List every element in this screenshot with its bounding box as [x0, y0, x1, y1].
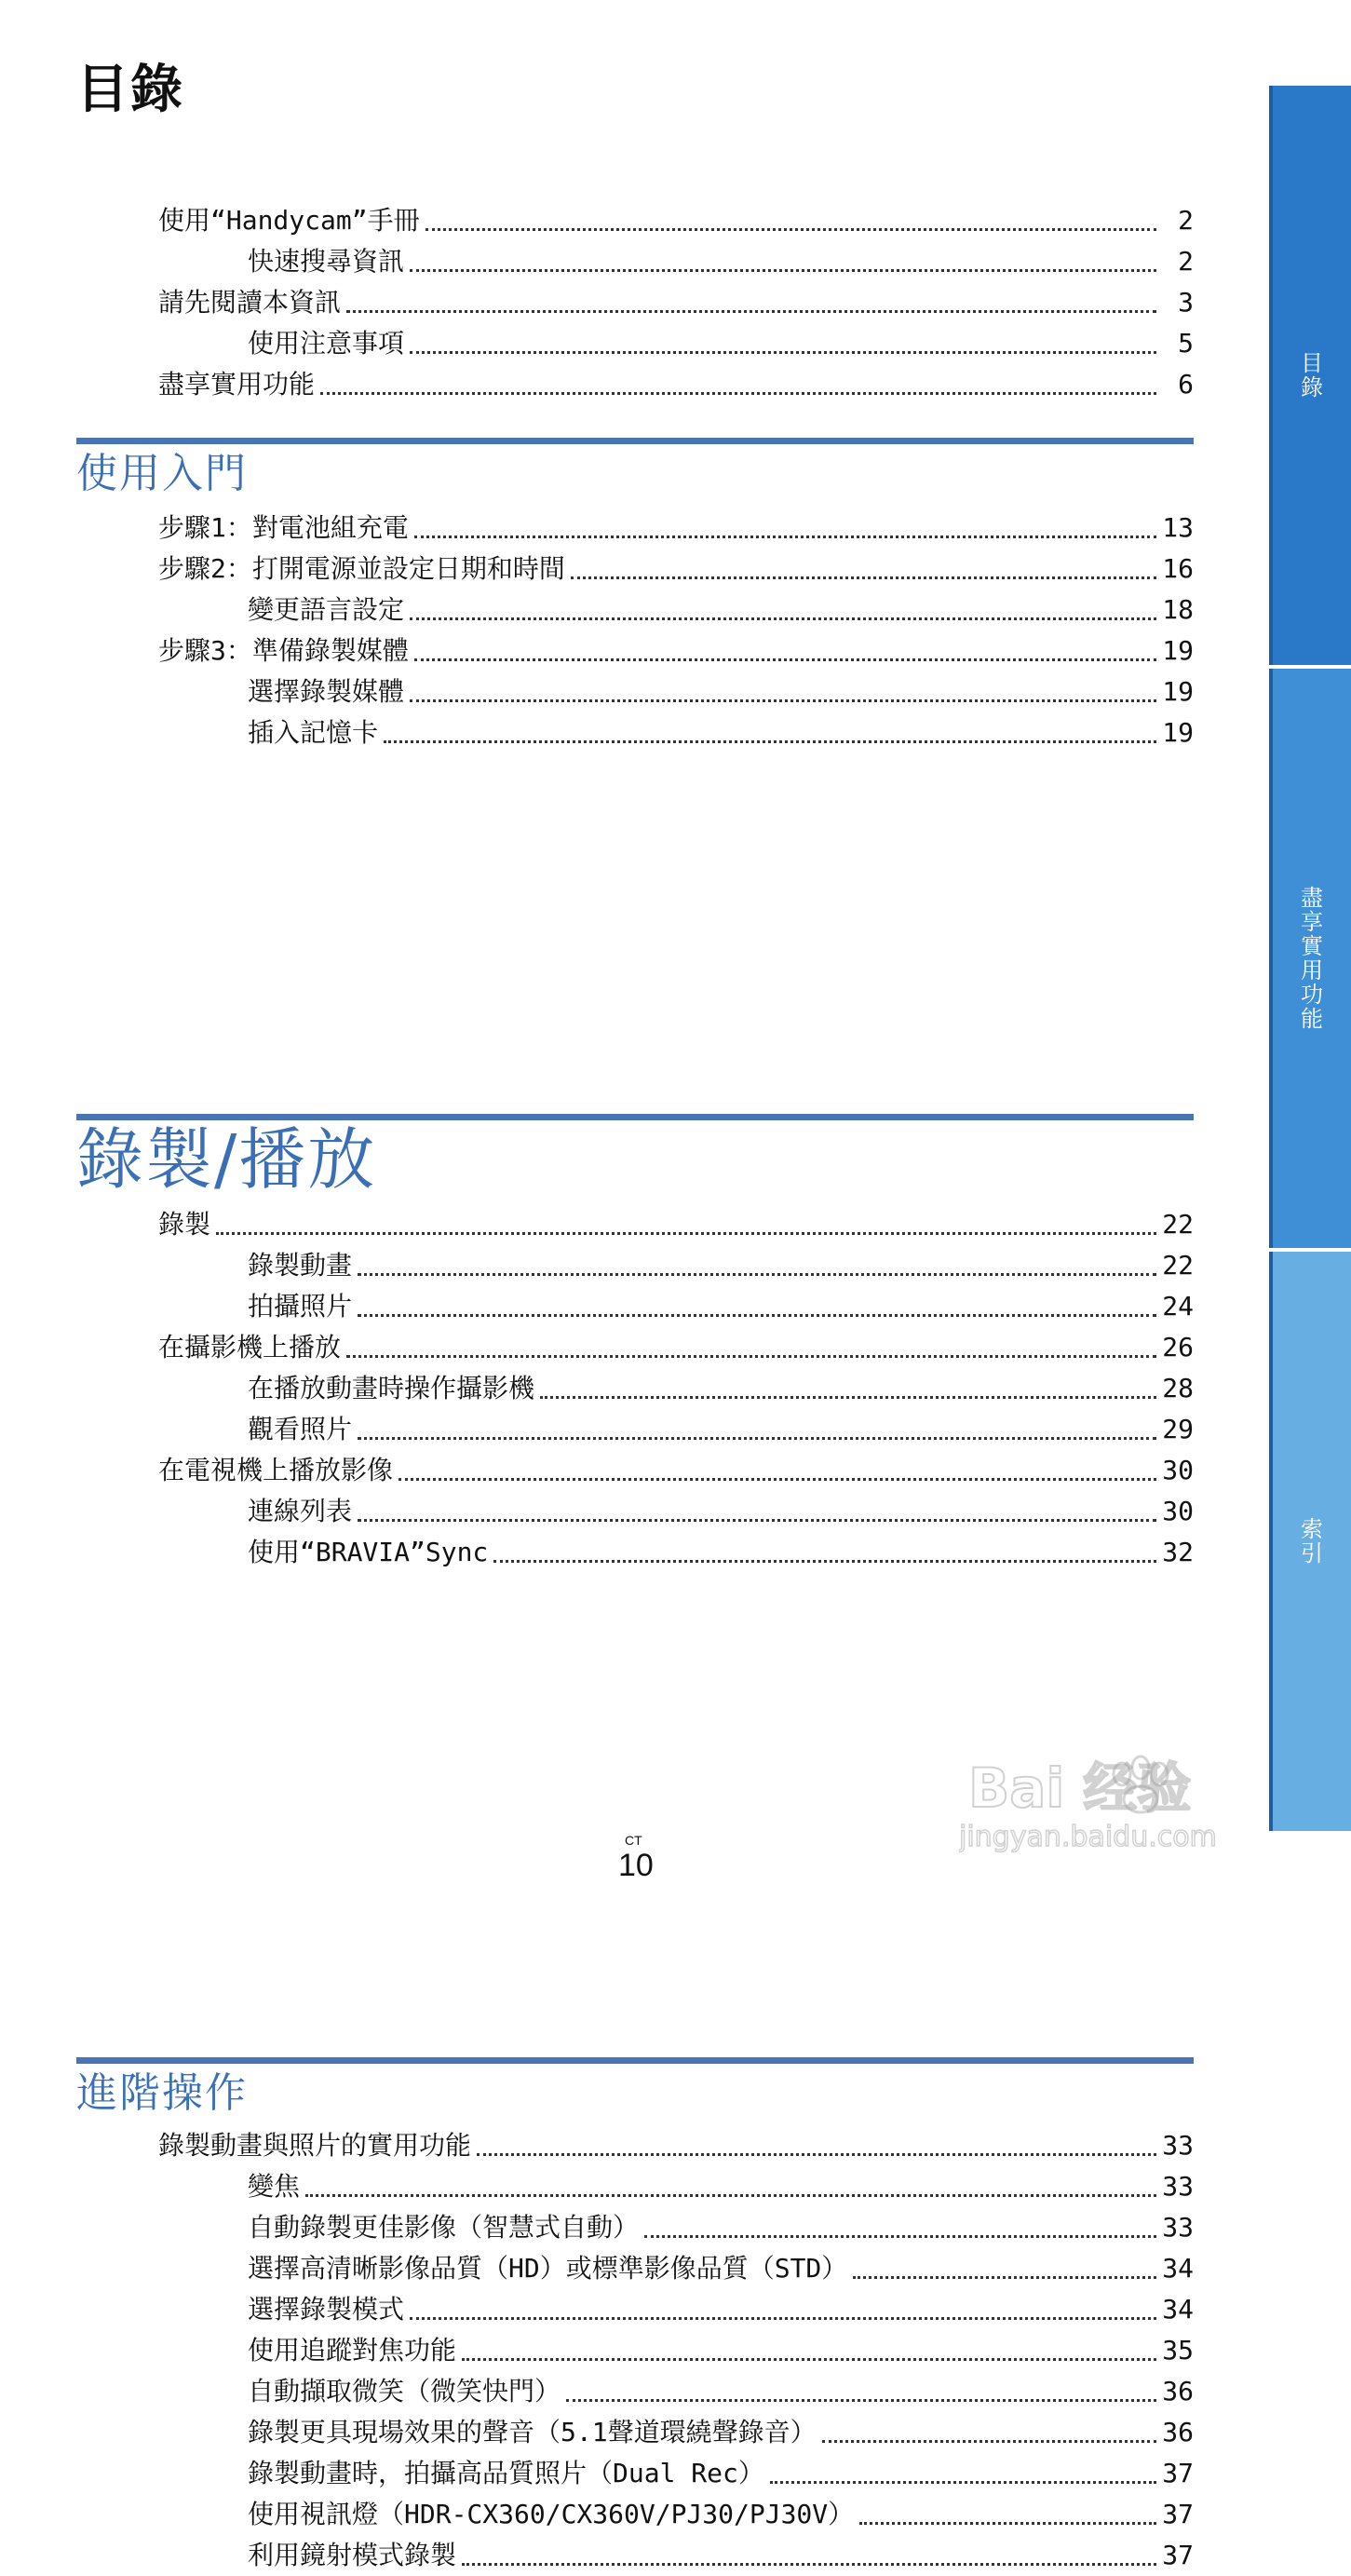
dot-leader	[410, 2317, 1156, 2320]
dot-leader	[346, 1355, 1156, 1358]
toc-entry-page: 33	[1162, 2212, 1194, 2243]
dot-leader	[462, 2358, 1156, 2361]
toc-entry[interactable]	[76, 2371, 1194, 2412]
toc-entry-label: 盡享實用功能	[158, 369, 316, 400]
dot-leader	[477, 2153, 1156, 2156]
toc-entry-page: 37	[1162, 2458, 1194, 2488]
tab-useful-functions[interactable]	[1269, 669, 1351, 1248]
toc-entry[interactable]	[76, 2412, 1194, 2453]
dot-leader	[644, 2235, 1156, 2238]
toc-entry[interactable]	[76, 1204, 1194, 1245]
toc-entry[interactable]	[76, 200, 1194, 241]
toc-entry-page: 36	[1162, 2417, 1194, 2447]
toc-entry[interactable]	[76, 1532, 1194, 1573]
toc-entry-label: 變更語言設定	[248, 594, 405, 625]
toc-entry[interactable]	[76, 241, 1194, 282]
toc-entry-page: 30	[1162, 1496, 1194, 1526]
toc-entry-page: 2	[1178, 205, 1194, 236]
toc-entry-label: 步驟3：準備錄製媒體	[158, 635, 409, 666]
dot-leader	[346, 310, 1156, 313]
toc-entry[interactable]	[76, 2125, 1194, 2166]
dot-leader	[410, 269, 1156, 272]
toc-entry-page: 18	[1162, 594, 1194, 625]
tab-index-label: 索引	[1296, 1517, 1323, 1566]
tab-contents-label: 目錄	[1296, 351, 1323, 400]
toc-entry-page: 37	[1162, 2499, 1194, 2529]
section-title: 進階操作	[76, 2069, 248, 2117]
toc-entry-label: 使用視訊燈（HDR-CX360/CX360V/PJ30/PJ30V）	[248, 2499, 855, 2529]
dot-leader	[410, 617, 1156, 620]
dot-leader	[399, 1478, 1156, 1481]
toc-entry[interactable]	[76, 1368, 1194, 1409]
toc-entry-page: 26	[1162, 1332, 1194, 1363]
toc-entry-page: 19	[1162, 717, 1194, 748]
toc-entry-label: 自動錄製更佳影像（智慧式自動）	[248, 2212, 640, 2243]
toc-entry-page: 28	[1162, 1373, 1194, 1403]
watermark-url: jingyan.baidu.com	[959, 1821, 1217, 1853]
toc-entry-label: 錄製動畫	[248, 1250, 353, 1281]
dot-leader	[305, 2194, 1156, 2197]
section-entries	[76, 1204, 1194, 1573]
dot-leader	[493, 1560, 1156, 1563]
toc-entry-page: 34	[1162, 2294, 1194, 2325]
toc-entry-label: 使用“Handycam”手冊	[158, 205, 420, 236]
section-title: 使用入門	[76, 450, 248, 497]
toc-entry-label: 拍攝照片	[248, 1291, 353, 1322]
toc-entry-page: 36	[1162, 2376, 1194, 2407]
toc-entry-label: 在攝影機上播放	[158, 1332, 342, 1363]
tab-useful-functions-label: 盡享實用功能	[1296, 886, 1323, 1031]
toc-entry-label: 請先閱讀本資訊	[158, 287, 342, 318]
toc-entry-page: 5	[1178, 328, 1194, 359]
dot-leader	[410, 699, 1156, 702]
baidu-watermark-logo	[959, 1742, 1266, 1853]
toc-entry-label: 觀看照片	[248, 1414, 353, 1444]
toc-entry-label: 選擇錄製媒體	[248, 676, 405, 707]
toc-entry-page: 19	[1162, 676, 1194, 707]
toc-entry[interactable]	[76, 2289, 1194, 2330]
toc-entry-label: 插入記憶卡	[248, 717, 379, 748]
dot-leader	[358, 1519, 1156, 1522]
page-number: 10	[618, 1848, 654, 1883]
dot-leader	[540, 1396, 1156, 1399]
toc-entry-label: 利用鏡射模式錄製	[248, 2540, 457, 2570]
toc-entry[interactable]	[76, 508, 1194, 549]
toc-entry-page: 19	[1162, 635, 1194, 666]
toc-entry[interactable]	[76, 1286, 1194, 1327]
dot-leader	[358, 1437, 1156, 1440]
toc-entry-label: 變焦	[248, 2171, 301, 2202]
dot-leader	[410, 351, 1156, 354]
toc-entry-page: 32	[1162, 1537, 1194, 1567]
toc-entry-label: 錄製動畫時，拍攝高品質照片（Dual Rec）	[248, 2458, 764, 2488]
dot-leader	[426, 228, 1156, 231]
toc-entry-page: 37	[1162, 2540, 1194, 2570]
toc-entry-label: 快速搜尋資訊	[248, 246, 405, 277]
toc-entry-label: 選擇錄製模式	[248, 2294, 405, 2325]
toc-entry[interactable]	[76, 712, 1194, 753]
toc-entry[interactable]	[76, 2494, 1194, 2535]
toc-entry-label: 自動擷取微笑（微笑快門）	[248, 2376, 561, 2407]
toc-entry-page: 22	[1162, 1250, 1194, 1281]
dot-leader	[320, 392, 1156, 395]
toc-entry-label: 錄製動畫與照片的實用功能	[158, 2130, 472, 2161]
toc-entry[interactable]	[76, 2535, 1194, 2576]
toc-entry-page: 6	[1178, 369, 1194, 400]
toc-entry-page: 24	[1162, 1291, 1194, 1322]
section-getting-started	[76, 438, 1194, 753]
toc-entry-page: 13	[1162, 512, 1194, 543]
section-entries	[76, 2125, 1194, 2576]
toc-entry[interactable]	[76, 1450, 1194, 1491]
toc-entry-page: 3	[1178, 287, 1194, 318]
toc-entry[interactable]	[76, 2248, 1194, 2289]
dot-leader	[571, 576, 1156, 579]
toc-entry[interactable]	[76, 2453, 1194, 2494]
toc-entry[interactable]	[76, 549, 1194, 590]
dot-leader	[414, 658, 1156, 661]
toc-entry-page: 2	[1178, 246, 1194, 277]
section-rule	[76, 2057, 1194, 2064]
dot-leader	[566, 2399, 1156, 2402]
dot-leader	[853, 2276, 1156, 2279]
dot-leader	[384, 740, 1156, 743]
dot-leader	[822, 2440, 1156, 2443]
toc-entry-page: 30	[1162, 1455, 1194, 1485]
toc-entry-label: 步驟1：對電池組充電	[158, 512, 409, 543]
dot-leader	[358, 1314, 1156, 1317]
toc-entry[interactable]	[76, 2207, 1194, 2248]
toc-entry[interactable]	[76, 590, 1194, 630]
toc-entry-label: 使用注意事項	[248, 328, 405, 359]
toc-entry-page: 34	[1162, 2253, 1194, 2284]
toc-entry-label: 錄製	[158, 1209, 211, 1240]
tab-contents[interactable]	[1269, 86, 1351, 665]
section-title: 錄製/播放	[76, 1120, 377, 1199]
toc-entry-page: 22	[1162, 1209, 1194, 1240]
toc-entry-page: 33	[1162, 2171, 1194, 2202]
toc-entry[interactable]	[76, 1245, 1194, 1286]
toc-entry[interactable]	[76, 630, 1194, 671]
toc-entry-label: 使用追蹤對焦功能	[248, 2335, 457, 2366]
toc-entry-label: 錄製更具現場效果的聲音（5.1聲道環繞聲錄音）	[248, 2417, 817, 2447]
toc-entry[interactable]	[76, 364, 1194, 405]
toc-entry[interactable]	[76, 2330, 1194, 2371]
section-rule	[76, 438, 1194, 444]
toc-entry[interactable]	[76, 1327, 1194, 1368]
toc-intro	[76, 200, 1194, 405]
toc-entry[interactable]	[76, 1409, 1194, 1450]
toc-entry-label: 使用“BRAVIA”Sync	[248, 1537, 489, 1567]
dot-leader	[414, 536, 1156, 538]
watermark-brand: Bai 经验	[968, 1756, 1192, 1820]
dot-leader	[216, 1232, 1156, 1235]
toc-entry-page: 29	[1162, 1414, 1194, 1444]
toc-entry[interactable]	[76, 1491, 1194, 1532]
toc-entry-label: 在電視機上播放影像	[158, 1455, 394, 1485]
toc-entry-label: 選擇高清晰影像品質（HD）或標準影像品質（STD）	[248, 2253, 848, 2284]
toc-entry-label: 連線列表	[248, 1496, 353, 1526]
dot-leader	[859, 2522, 1156, 2525]
section-entries	[76, 508, 1194, 753]
toc-entry[interactable]	[76, 323, 1194, 364]
dot-leader	[462, 2563, 1156, 2566]
page-title: 目錄	[76, 60, 184, 120]
toc-entry-page: 35	[1162, 2335, 1194, 2366]
section-rule	[76, 1114, 1194, 1120]
toc-entry-label: 在播放動畫時操作攝影機	[248, 1373, 535, 1403]
toc-entry-page: 33	[1162, 2130, 1194, 2161]
toc-entry-label: 步驟2：打開電源並設定日期和時間	[158, 553, 565, 584]
toc-entry-page: 16	[1162, 553, 1194, 584]
footer-locale: CT	[625, 1833, 642, 1848]
dot-leader	[770, 2481, 1156, 2484]
section-record-playback	[76, 1114, 1194, 1573]
tab-index[interactable]	[1269, 1252, 1351, 1831]
dot-leader	[358, 1273, 1156, 1276]
toc-entry[interactable]	[76, 282, 1194, 323]
toc-entry[interactable]	[76, 2166, 1194, 2207]
section-advanced	[76, 2057, 1194, 2576]
toc-entry[interactable]	[76, 671, 1194, 712]
